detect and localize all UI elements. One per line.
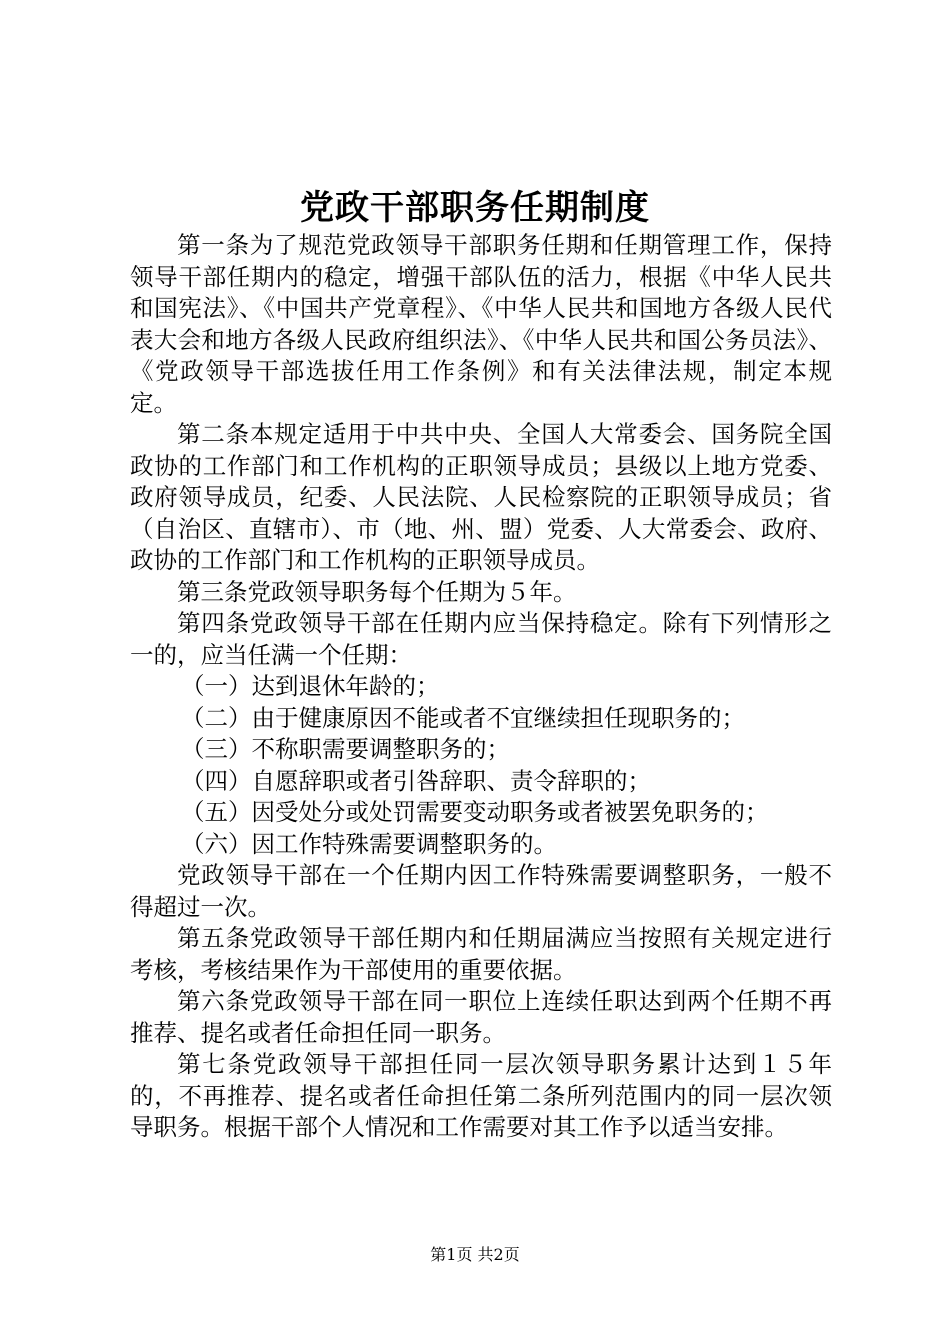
article-2-paragraph: 第二条本规定适用于中共中央、全国人大常委会、国务院全国政协的工作部门和工作机构的正职领导成员；县级以上地方党委、政府领导成员，纪委、人民法院、人民检察院的正职领导成员；省（自治区、直辖市）、市（地、州、盟）党委、人大常委会、政府、政协的工作部门和工作机构的正职领导成员。 (130, 420, 832, 574)
page-footer: 第1页 共2页 (430, 1245, 520, 1264)
article-4-note-paragraph: 党政领导干部在一个任期内因工作特殊需要调整职务，一般不得超过一次。 (130, 861, 832, 921)
article-7-paragraph: 第七条党政领导干部担任同一层次领导职务累计达到１５年的，不再推荐、提名或者任命担任第二条所列范围内的同一层次领导职务。根据干部个人情况和工作需要对其工作予以适当安排。 (130, 1050, 832, 1141)
list-item-3: （三）不称职需要调整职务的； (181, 735, 510, 763)
list-item-6: （六）因工作特殊需要调整职务的。 (181, 829, 557, 858)
article-3-paragraph: 第三条党政领导职务每个任期为５年。 (177, 577, 577, 606)
article-6-paragraph: 第六条党政领导干部在同一职位上连续任职达到两个任期不再推荐、提名或者任命担任同一职务。 (130, 987, 832, 1047)
document-title: 党政干部职务任期制度 (300, 188, 650, 228)
list-item-4: （四）自愿辞职或者引咎辞职、责令辞职的； (181, 766, 651, 795)
list-item-5: （五）因受处分或处罚需要变动职务或者被罢免职务的； (181, 798, 769, 826)
list-item-2: （二）由于健康原因不能或者不宜继续担任现职务的； (181, 703, 745, 732)
article-4-paragraph: 第四条党政领导干部在任期内应当保持稳定。除有下列情形之一的，应当任满一个任期： (130, 609, 832, 669)
article-1-paragraph: 第一条为了规范党政领导干部职务任期和任期管理工作，保持领导干部任期内的稳定，增强干部队伍的活力，根据《中华人民共和国宪法》、《中国共产党章程》、《中华人民共和国地方各级人民代表大会和地方各级人民政府组织法》、《中华人民共和国公务员法》、《党政领导干部选拔任用工作条例》和有关法律法规，制定本规定。 (130, 231, 832, 417)
article-5-paragraph: 第五条党政领导干部任期内和任期届满应当按照有关规定进行考核，考核结果作为干部使用的重要依据。 (130, 924, 832, 984)
list-item-1: （一）达到退休年龄的； (181, 672, 440, 700)
document-body (130, 230, 832, 1144)
